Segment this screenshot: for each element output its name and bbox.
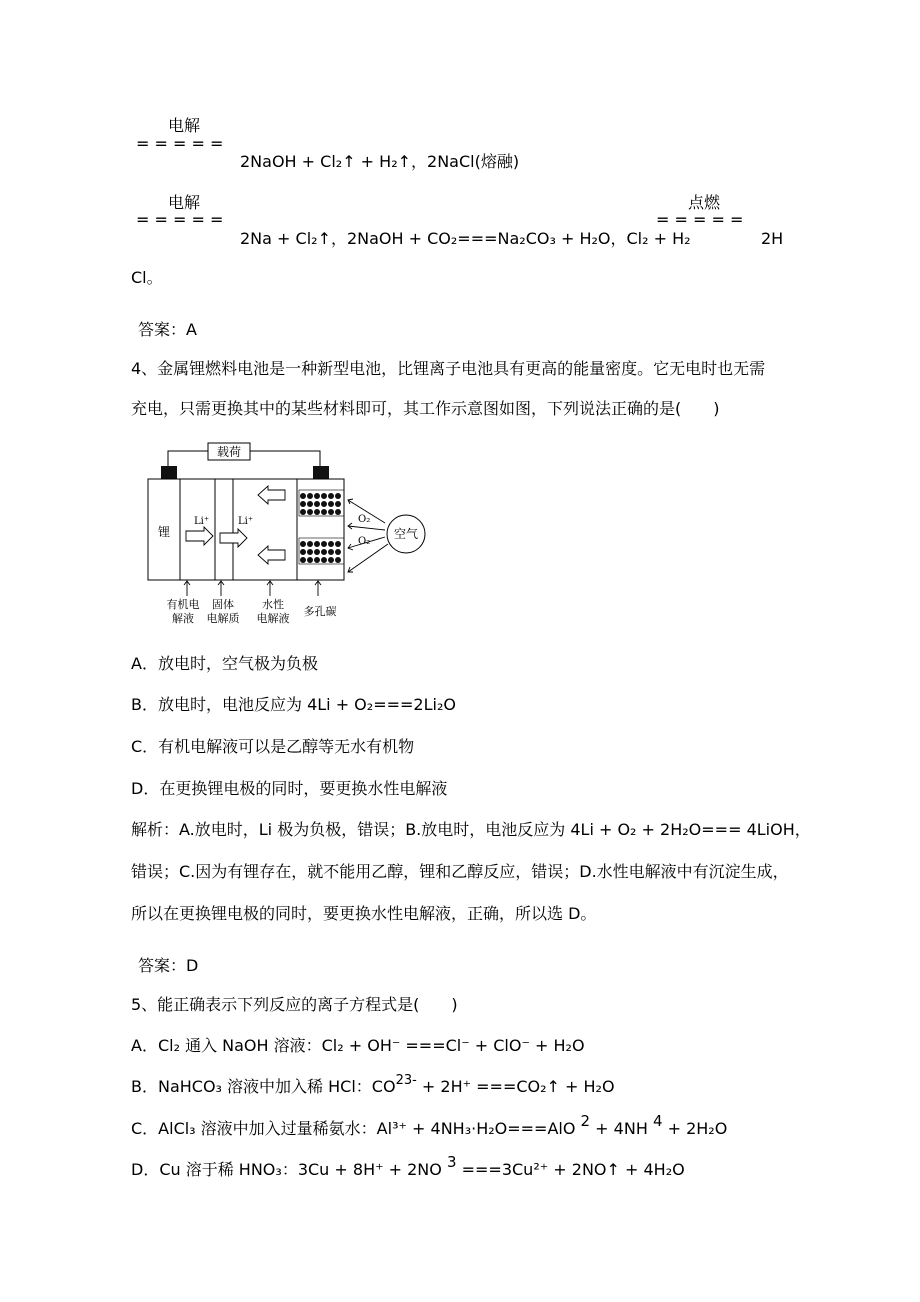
- option-5d-part-1: D．Cu 溶于稀 HNO₃：3Cu + 8H⁺ + 2NO: [131, 1160, 442, 1179]
- option-5b-part-1: B．NaHCO₃ 溶液中加入稀 HCl：CO: [131, 1077, 396, 1096]
- equals-signs-3: = = = = =: [656, 210, 744, 229]
- analysis-line-3: 所以在更换锂电极的同时，要更换水性电解液，正确，所以选 D。: [131, 904, 597, 923]
- electrolysis-condition-2: 电解: [168, 193, 201, 212]
- load-label: 载荷: [216, 445, 242, 459]
- battery-diagram: [140, 438, 440, 628]
- lithium-label: 锂: [157, 525, 171, 539]
- option-5b: [131, 1073, 615, 1099]
- anode-terminal: [161, 466, 177, 479]
- option-5c-part-1: C．AlCl₃ 溶液中加入过量稀氨水：Al³⁺ + 4NH₃·H₂O===AlO: [131, 1119, 576, 1138]
- option-5b-part-2: + 2H⁺ ===CO₂↑ + H₂O: [421, 1077, 615, 1096]
- air-label: 空气: [393, 527, 419, 541]
- option-4c: C．有机电解液可以是乙醇等无水有机物: [131, 737, 415, 756]
- option-4d: D．在更换锂电极的同时，要更换水性电解液: [131, 779, 448, 798]
- equals-signs-1: = = = = =: [136, 134, 224, 153]
- equals-signs-2: = = = = =: [136, 210, 224, 229]
- option-5c-part-3: + 2H₂O: [667, 1119, 728, 1138]
- organic-electrolyte-label-1: 有机电: [166, 598, 200, 611]
- equation-products-1: 2NaOH + Cl₂↑ + H₂↑，2NaCl(熔融): [240, 152, 520, 171]
- question-4-line-1: 4、金属锂燃料电池是一种新型电池，比锂离子电池具有更高的能量密度。它无电时也无需: [131, 359, 766, 378]
- cell-body: [148, 479, 344, 580]
- porous-carbon-label: 多孔碳: [303, 605, 337, 618]
- aqueous-electrolyte-label-2: 电解液: [256, 612, 290, 625]
- option-5c-superscript-2: 4: [652, 1112, 663, 1130]
- option-5d-part-2: ===3Cu²⁺ + 2NO↑ + 4H₂O: [461, 1160, 685, 1179]
- equation-wrap: Cl。: [131, 268, 163, 287]
- question-4-line-2: 充电，只需更换其中的某些材料即可，其工作示意图如图，下列说法正确的是( ): [131, 399, 720, 418]
- question-5-stem: 5、能正确表示下列反应的离子方程式是( ): [131, 995, 458, 1014]
- option-5a: A．Cl₂ 通入 NaOH 溶液：Cl₂ + OH⁻ ===Cl⁻ + ClO⁻ + H₂O: [131, 1036, 585, 1055]
- equation-tail: 2H: [761, 229, 784, 248]
- option-4a: A．放电时，空气极为负极: [131, 654, 318, 673]
- pointer-arrows: [184, 581, 321, 596]
- answer-3: 答案：A: [138, 320, 197, 339]
- option-5c: [131, 1112, 728, 1139]
- organic-electrolyte-label-2: 解液: [172, 612, 194, 625]
- answer-4: 答案：D: [138, 956, 199, 975]
- cathode-terminal: [313, 466, 329, 479]
- analysis-line-2: 错误；C.因为有锂存在，就不能用乙醇，锂和乙醇反应，错误；D.水性电解液中有沉淀生成，: [131, 862, 789, 881]
- ignition-condition: 点燃: [688, 193, 721, 212]
- option-5d-superscript: 3: [446, 1153, 457, 1171]
- option-5d: [131, 1153, 685, 1180]
- li-ion-label-1: Li⁺: [194, 516, 210, 527]
- option-4b: B．放电时，电池反应为 4Li + O₂===2Li₂O: [131, 695, 456, 714]
- oxygen-label-1: O₂: [358, 514, 371, 525]
- option-5b-superscript: 23-: [395, 1073, 417, 1088]
- solid-electrolyte-label-2: 电解质: [206, 612, 240, 625]
- equation-products-2: 2Na + Cl₂↑，2NaOH + CO₂===Na₂CO₃ + H₂O，Cl₂ + H₂: [240, 229, 691, 248]
- option-5c-superscript-1: 2: [580, 1112, 591, 1130]
- aqueous-electrolyte-label-1: 水性: [262, 598, 284, 611]
- oxygen-label-2: O₂: [358, 536, 371, 547]
- li-ion-label-2: Li⁺: [238, 516, 254, 527]
- analysis-line-1: 解析：A.放电时，Li 极为负极，错误；B.放电时，电池反应为 4Li + O₂ + 2H₂O=== 4LiOH，: [131, 820, 811, 839]
- electrolysis-condition-1: 电解: [168, 116, 201, 135]
- option-5c-part-2: + 4NH: [595, 1119, 648, 1138]
- solid-electrolyte-label-1: 固体: [212, 598, 234, 611]
